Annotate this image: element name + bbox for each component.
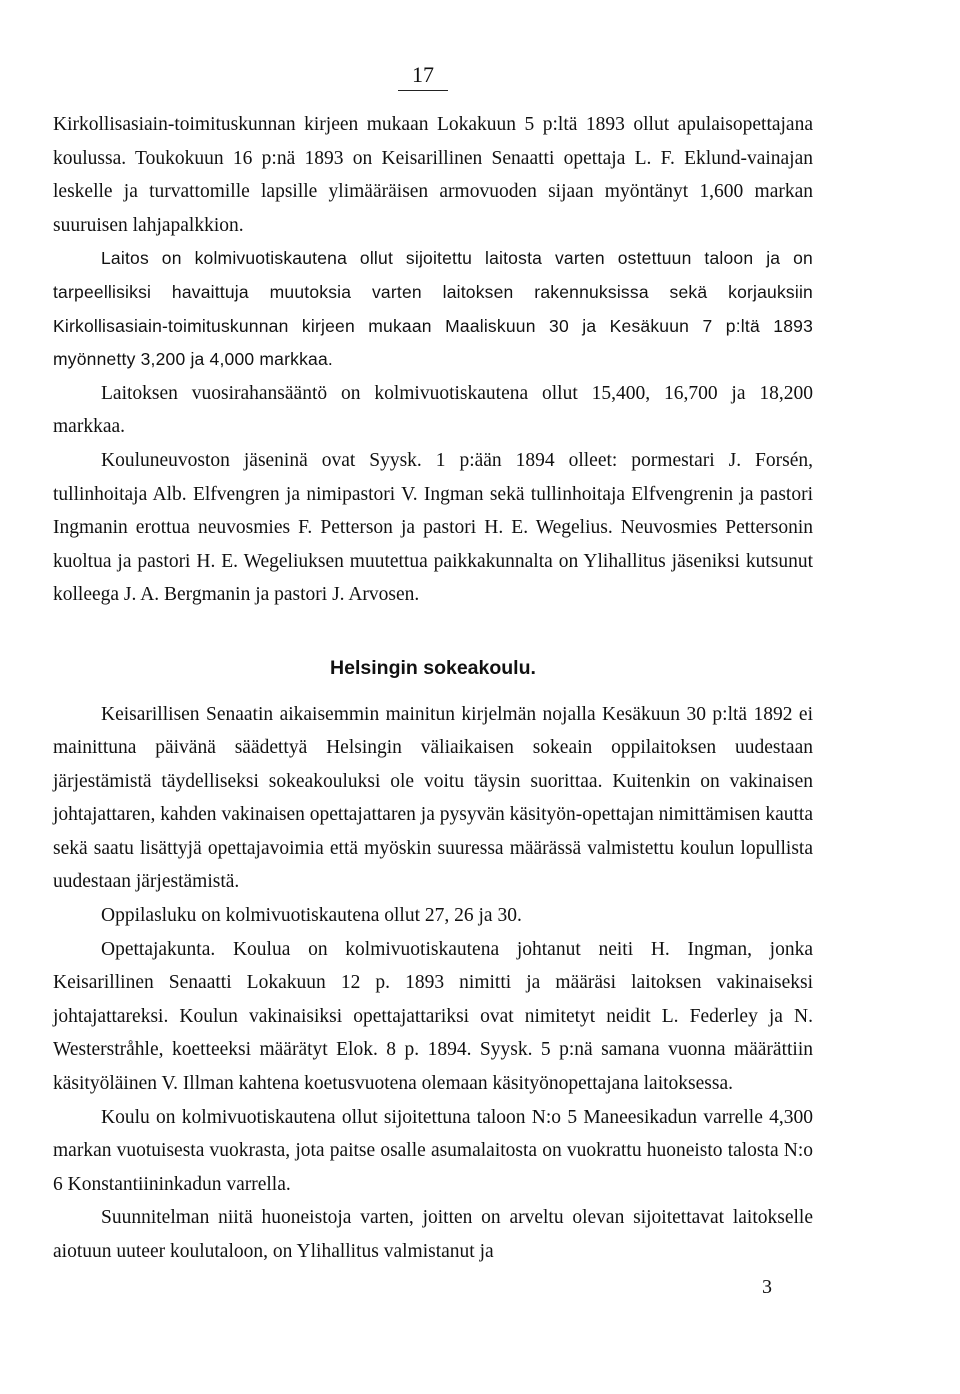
paragraph: Laitoksen vuosirahansääntö on kolmivuotiskautena ollut 15,400, 16,700 ja 18,200 markkaa. <box>53 382 813 438</box>
paragraph: Koulu on kolmivuotiskautena ollut sijoitettuna taloon N:o 5 Maneesikadun varrelle 4,300 markan vuotuisesta vuokrasta, jota paitse osalle asumalaitosta on vuokrattu huoneisto talosta N:o 6 Konstantiininkadun varrella. <box>53 1106 813 1195</box>
paragraph: Oppilasluku on kolmivuotiskautena ollut 27, 26 ja 30. <box>101 905 522 927</box>
paragraph: Kouluneuvoston jäseninä ovat Syysk. 1 p:ään 1894 olleet: pormestari J. Forsén, tullinhoitaja Alb. Elfvengren ja nimipastori V. Ingman sekä tullinhoitaja Elfvengrenin ja pastori Ingmanin erottua neuvosmies F. Petterson ja pastori H. E. Wegelius. Neuvosmies Pettersonin kuoltua ja pastori H. E. Wegeliuksen muutettua paikkakunnalta on Ylihallitus jäseniksi kutsunut kolleega J. A. Bergmanin ja pastori J. Arvosen. <box>53 449 813 606</box>
paragraph: Kirkollisasiain-toimituskunnan kirjeen mukaan Lokakuun 5 p:ltä 1893 ollut apulaisopettajana koulussa. Toukokuun 16 p:nä 1893 on Keisarillinen Senaatti opettaja L. F. Eklund-vainajan leskelle ja turvattomille lapsille ylimääräisen armovuoden sijaan myöntänyt 1,600 markan suuruisen lahjapalkkion. <box>53 114 813 236</box>
section-heading: Helsingin sokeakoulu. <box>330 656 536 679</box>
paragraph: Laitos on kolmivuotiskautena ollut sijoitettu laitosta varten ostettuun taloon ja on tarpeellisiksi havaittuja muutoksia varten laitoksen rakennuksissa sekä korjauksiin Kirkollisasiain-toimituskunnan kirjeen mukaan Maaliskuun 30 ja Kesäkuun 7 p:ltä 1893 myönnetty 3,200 ja 4,000 markkaa. <box>53 248 813 370</box>
signature-mark: 3 <box>762 1276 772 1298</box>
paragraph: Suunnitelman niitä huoneistoja varten, joitten on arveltu olevan sijoitettavat laitokselle aiotuun uuteer koulutaloon, on Ylihallitus valmistanut ja <box>53 1207 813 1262</box>
page-number: 17 <box>398 62 448 91</box>
paragraph: Keisarillisen Senaatin aikaisemmin mainitun kirjelmän nojalla Kesäkuun 30 p:ltä 1892 ei mainittuna päivänä säädettyä Helsingin väliaikaisen sokeain oppilaitoksen uudestaan järjestämistä täydelliseksi sokeakouluksi ole voitu täysin suorittaa. Kuitenkin on vakinaisen johtajattaren, kahden vakinaisen opettajattaren ja pysyvän käsityön-opettajan nimittämisen kautta sekä saatu lisättyjä opettajavoimia että myöskin suuressa määrässä valmistettu koulun lopullista uudestaan järjestämistä. <box>53 703 813 893</box>
paragraph: Opettajakunta. Koulua on kolmivuotiskautena johtanut neiti H. Ingman, jonka Keisarillinen Senaatti Lokakuun 12 p. 1893 nimitti ja määräsi laitoksen vakinaiseksi johtajattareksi. Koulun vakinaisiksi opettajattariksi ovat nimitetyt neidit L. Federley ja N. Westerstråhle, koetteeksi määrätyt Elok. 8 p. 1894. Syysk. 5 p:nä samana vuonna määrättiin käsityöläinen V. Illman kahtena koetusvuotena olemaan käsityönopettajana laitoksessa. <box>53 938 813 1095</box>
document-body <box>53 108 813 1269</box>
